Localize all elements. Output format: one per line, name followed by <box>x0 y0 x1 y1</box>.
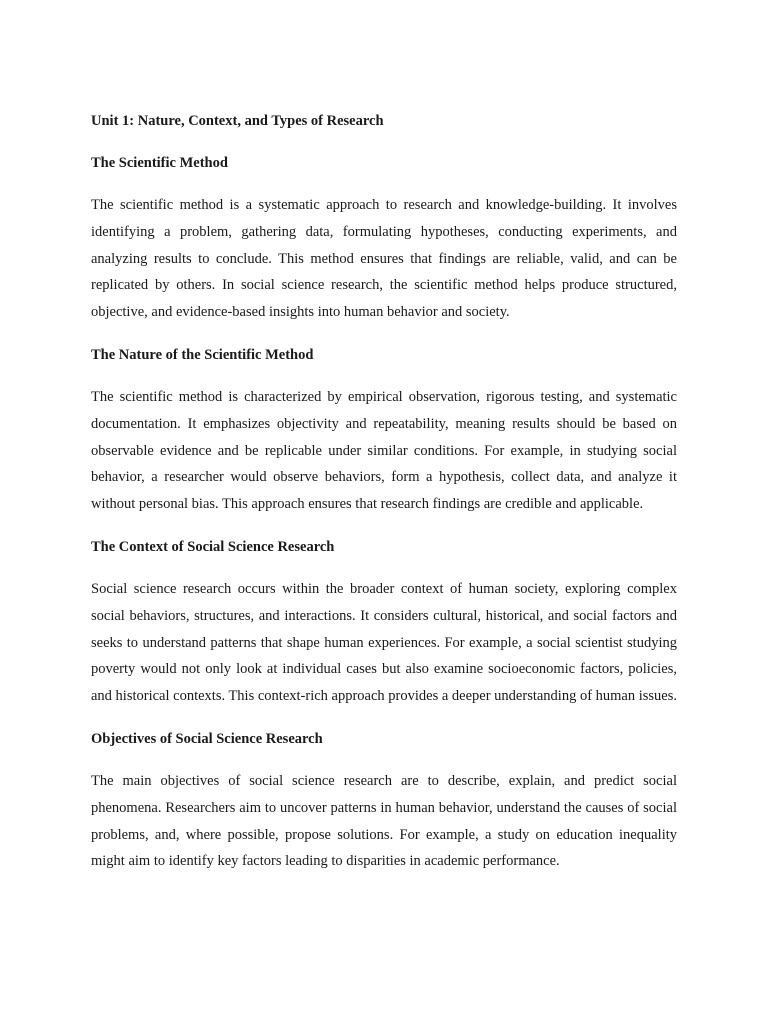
section-heading-objectives: Objectives of Social Science Research <box>91 730 323 747</box>
section-heading-scientific-method: The Scientific Method <box>91 155 228 171</box>
section-body-objectives: The main objectives of social science research are to describe, explain, and predict social phenomena. Researchers aim to uncover patterns in human behavior, understand the causes of social problems, and, where possible, propose solutions. For example, a study on education inequality might aim to identify key factors leading to disparities in academic performance. <box>91 772 677 870</box>
section-body-context: Social science research occurs within the broader context of human society, exploring complex social behaviors, structures, and interactions. It considers cultural, historical, and social factors and seeks to understand patterns that shape human experiences. For example, a social scientist studying poverty would not only look at individual cases but also examine socioeconomic factors, policies, and historical contexts. This context-rich approach provides a deeper understanding of human issues. <box>91 580 678 705</box>
section-heading-nature: The Nature of the Scientific Method <box>91 346 314 363</box>
section-body-nature: The scientific method is characterized by empirical observation, rigorous testing, and systematic documentation. It emphasizes objectivity and repeatability, meaning results should be based on observable evidence and be replicable under similar conditions. For example, in studying social behavior, a researcher would observe behaviors, form a hypothesis, collect data, and analyze it without personal bias. This approach ensures that research findings are credible and applicable. <box>91 388 677 513</box>
document-content <box>91 108 677 891</box>
section-heading-context: The Context of Social Science Research <box>91 538 335 555</box>
unit-title: Unit 1: Nature, Context, and Types of Research <box>91 113 384 129</box>
section-body-scientific-method: The scientific method is a systematic approach to research and knowledge-building. It involves identifying a problem, gathering data, formulating hypotheses, conducting experiments, and analyzing results to conclude. This method ensures that findings are reliable, valid, and can be replicated by others. In social science research, the scientific method helps produce structured, objective, and evidence-based insights into human behavior and society. <box>91 197 677 321</box>
